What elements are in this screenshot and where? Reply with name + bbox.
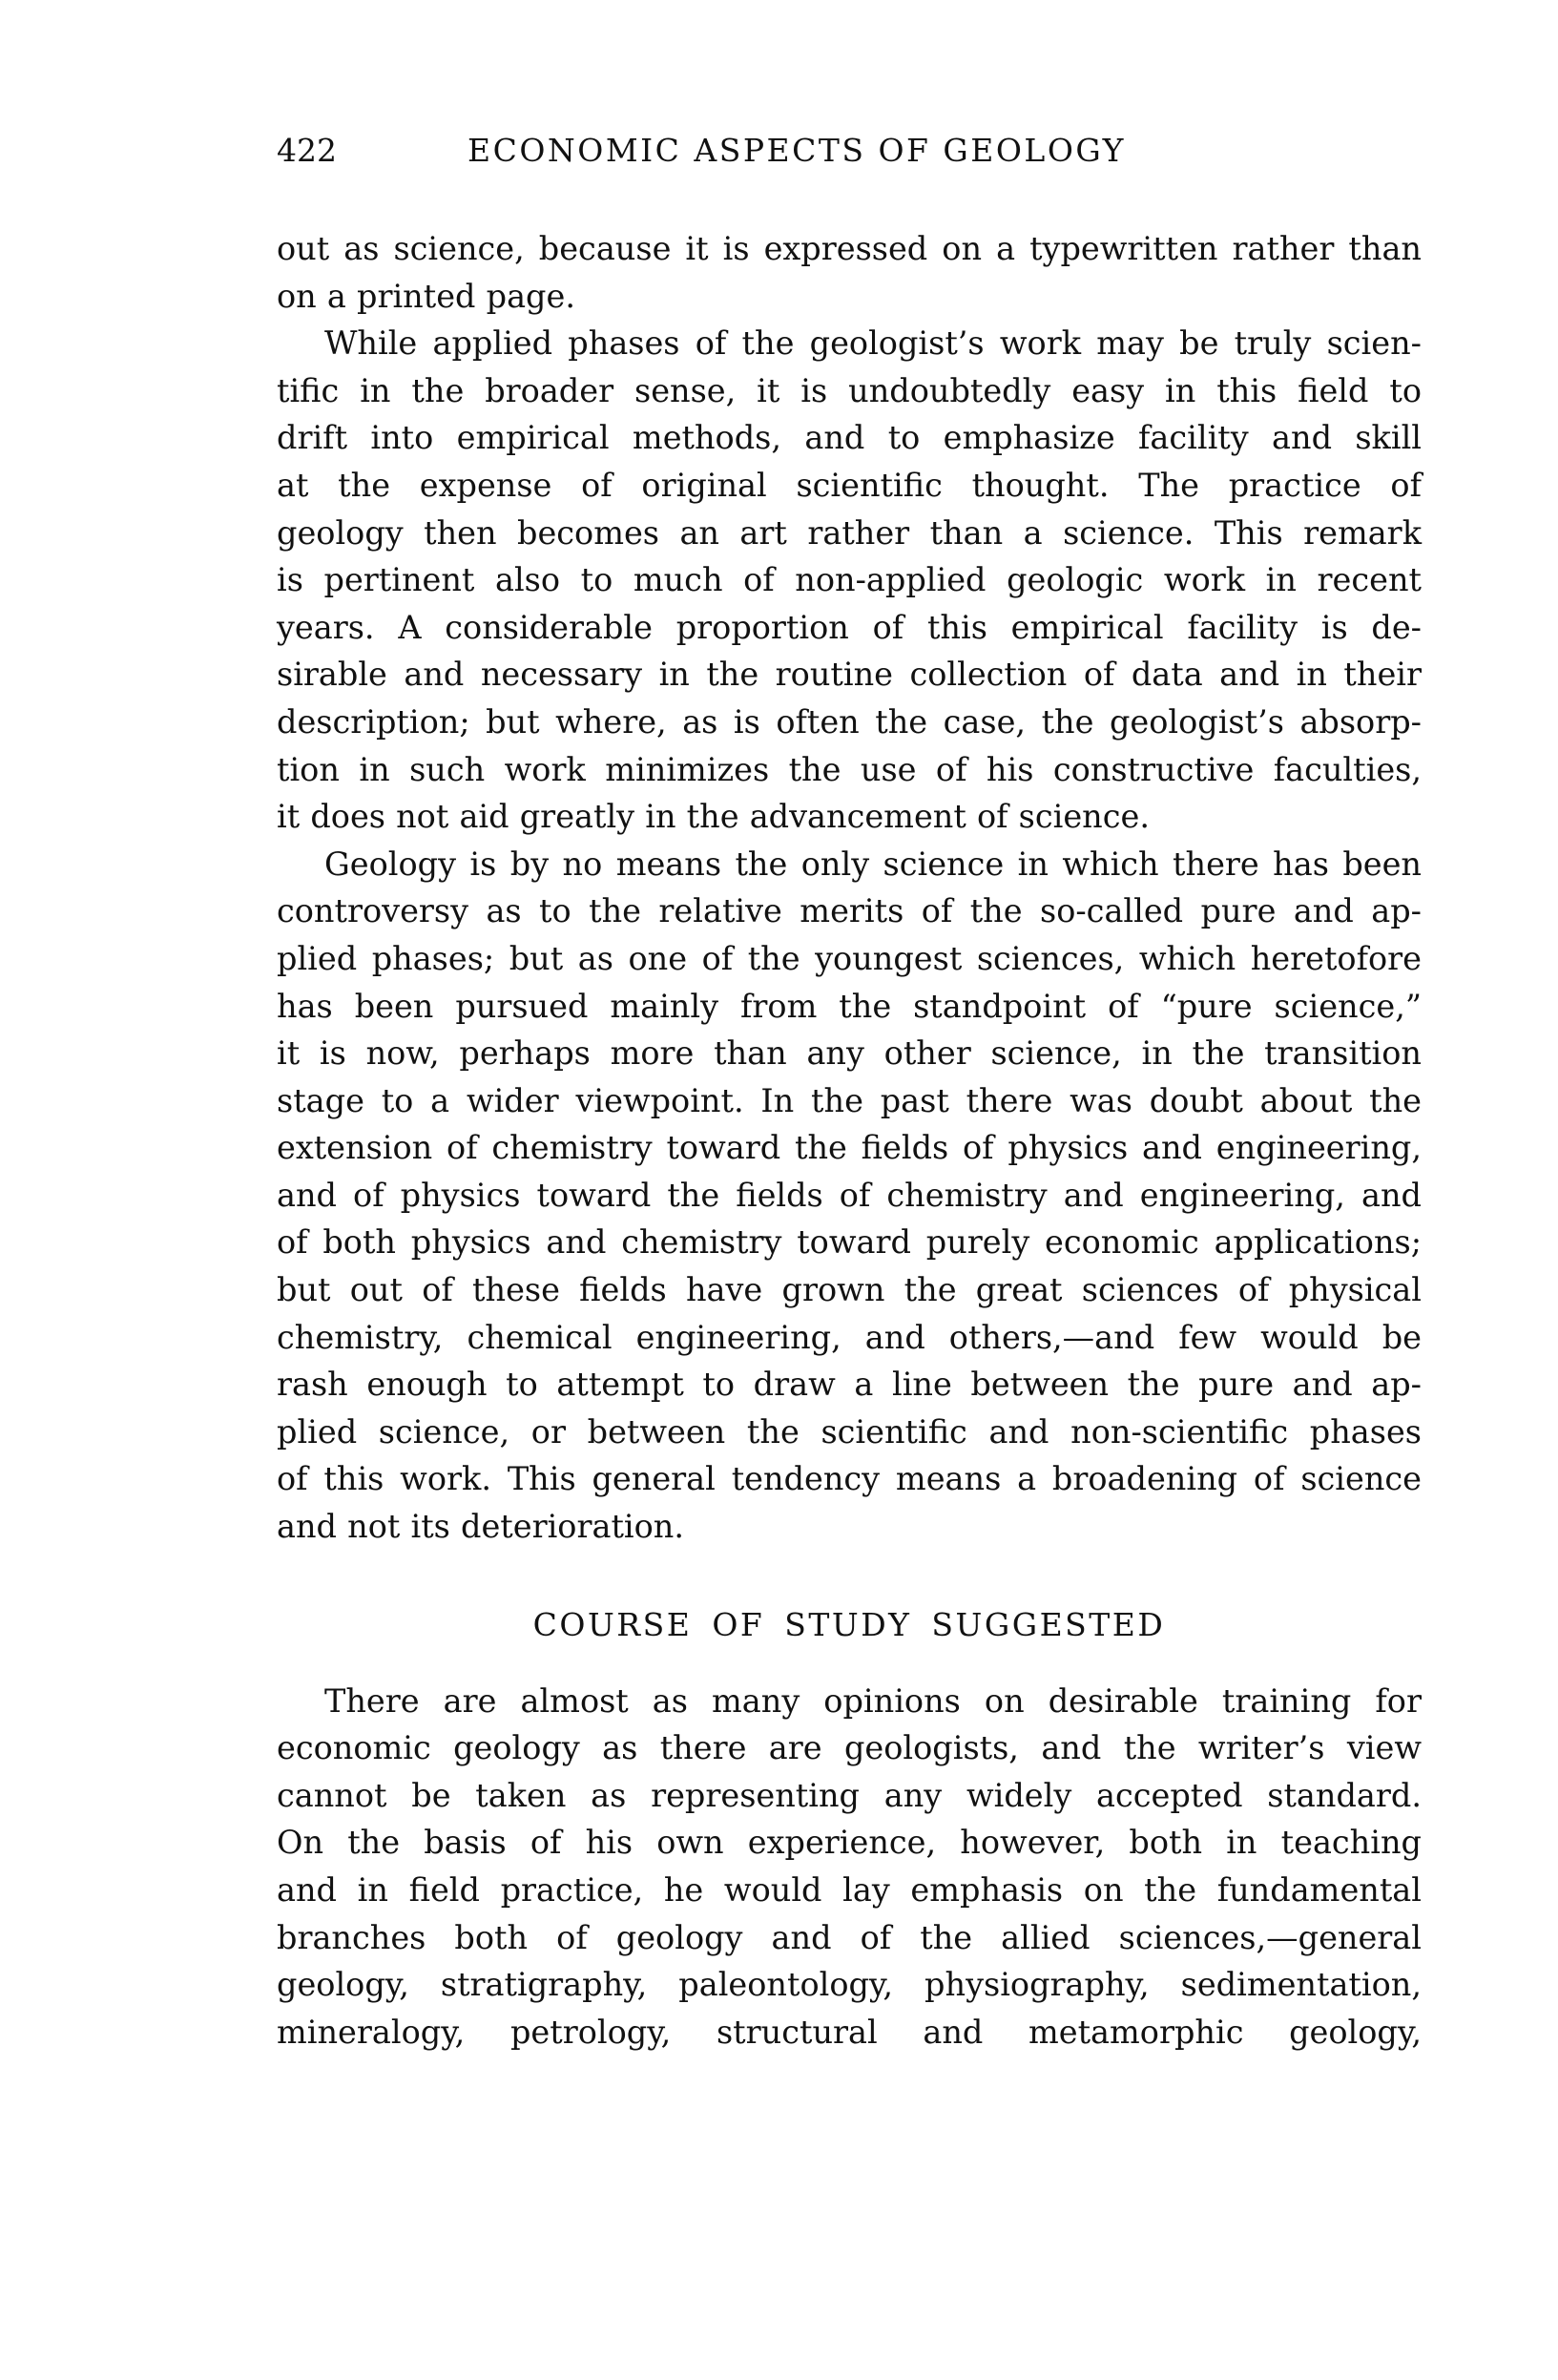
text-line: but out of these fields have grown the great sciences of physical [277,1271,1422,1309]
text-line: description; but where, as is often the case, the geologist’s absorp- [277,702,1422,741]
text-line: it does not aid greatly in the advancement of science. [277,798,1150,836]
text-line: of both physics and chemistry toward purely economic applications; [277,1223,1422,1262]
text-line: On the basis of his own experience, however, both in teaching [277,1824,1422,1862]
text-line: and not its deterioration. [277,1508,685,1546]
text-line: branches both of geology and of the allied sciences,—general [277,1918,1422,1956]
text-line: of this work. This general tendency means a broadening of science [277,1460,1422,1498]
text-line: drift into empirical methods, and to emphasize facility and skill [277,419,1422,457]
text-line: stage to a wider viewpoint. In the past there was doubt about the [277,1081,1422,1119]
text-line: extension of chemistry toward the fields of physics and engineering, [277,1129,1422,1167]
text-line: and of physics toward the fields of chemistry and engineering, and [277,1176,1422,1214]
text-line: chemistry, chemical engineering, and others,—and few would be [277,1318,1422,1356]
paragraph-continuation [277,225,1422,320]
text-line: on a printed page. [277,277,575,315]
text-line: tion in such work minimizes the use of his constructive faculties, [277,750,1422,788]
text-line: While applied phases of the geologist’s work may be truly scien- [324,324,1422,363]
text-line: geology, stratigraphy, paleontology, physiography, sedimentation, [277,1966,1422,2004]
paragraph-geology-controversy [277,841,1422,1551]
page-number: 422 [277,132,337,169]
running-title: ECONOMIC ASPECTS OF GEOLOGY [467,132,1126,169]
book-page [277,132,1422,2056]
text-line: rash enough to attempt to draw a line between the pure and ap- [277,1366,1422,1404]
text-line: cannot be taken as representing any widely accepted standard. [277,1776,1422,1814]
text-line: economic geology as there are geologists, and the writer’s view [277,1729,1422,1767]
text-line: plied phases; but as one of the youngest sciences, which heretofore [277,939,1422,977]
paragraph-applied-phases [277,320,1422,841]
text-line: out as science, because it is expressed on a typewritten rather than [277,230,1422,267]
text-line: is pertinent also to much of non-applied geologic work in recent [277,561,1422,599]
text-line: geology then becomes an art rather than a science. This remark [277,513,1422,552]
text-line: controversy as to the relative merits of the so-called pure and ap- [277,892,1422,930]
text-line: at the expense of original scientific thought. The practice of [277,466,1422,504]
text-line: sirable and necessary in the routine collection of data and in their [277,656,1422,694]
text-line: and in field practice, he would lay emphasis on the fundamental [277,1871,1422,1909]
text-line: has been pursued mainly from the standpoint of “pure science,” [277,987,1422,1025]
running-head [277,132,1422,189]
text-line: plied science, or between the scientific and non-scientific phases [277,1412,1422,1451]
text-line: Geology is by no means the only science in which there has been [324,845,1422,883]
text-line: There are almost as many opinions on desirable training for [324,1681,1422,1720]
section-heading: COURSE OF STUDY SUGGESTED [532,1605,1166,1643]
text-line: mineralogy, petrology, structural and metamorphic geology, [277,2013,1422,2051]
text-line: years. A considerable proportion of this empirical facility is de- [277,608,1422,646]
text-line: tific in the broader sense, it is undoubtedly easy in this field to [277,371,1422,409]
text-line: it is now, perhaps more than any other science, in the transition [277,1034,1422,1073]
paragraph-course-of-study [277,1678,1422,2056]
